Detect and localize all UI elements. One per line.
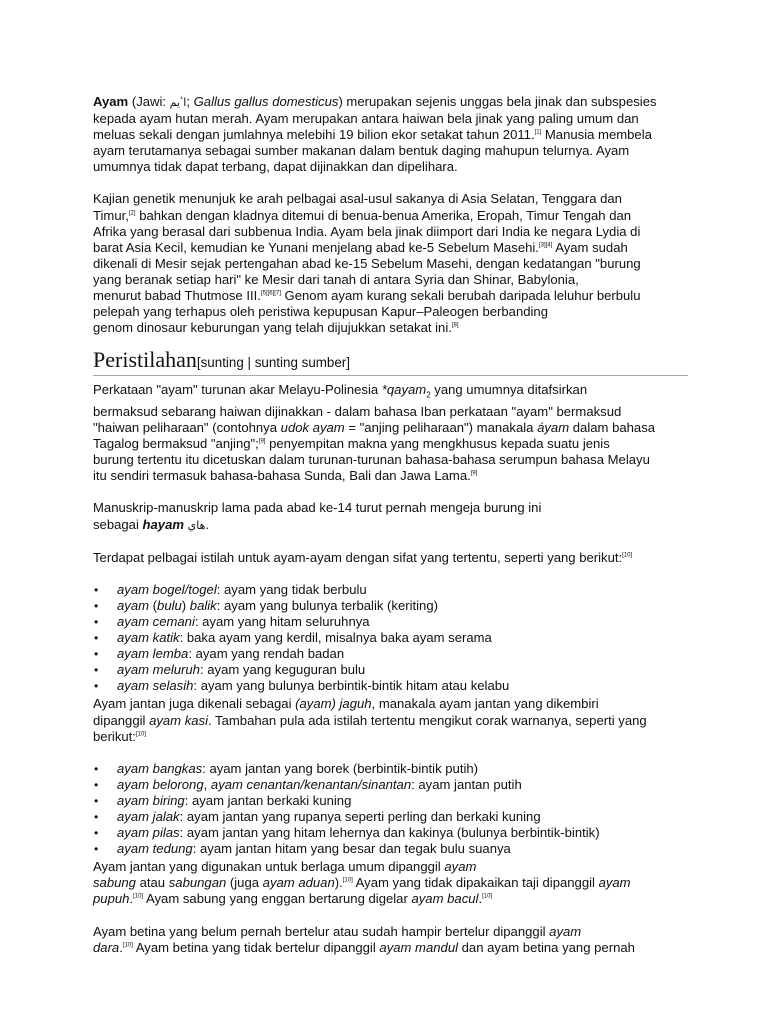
citation-link[interactable]: [2] bbox=[128, 210, 136, 217]
citation-link[interactable]: [9] bbox=[258, 438, 266, 445]
scientific-name: Gallus gallus domesticus bbox=[193, 94, 339, 109]
intro-line-2: kepada ayam hutan merah. Ayam merupakan antara haiwan bela jinak yang paling umum dan bbox=[93, 111, 639, 127]
section-divider bbox=[93, 375, 688, 376]
list-item: • ayam pilas: ayam jantan yang hitam lehernya dan kakinya (bulunya berbintik-bintik) bbox=[93, 825, 688, 841]
list-item: • ayam lemba: ayam yang rendah badan bbox=[93, 646, 688, 662]
rooster-colour-list bbox=[93, 761, 688, 858]
list-item: • ayam biring: ayam jantan berkaki kuning bbox=[93, 793, 688, 809]
jawi-script: اٴيم bbox=[169, 96, 187, 109]
list-item: • ayam bogel/togel: ayam yang tidak berbulu bbox=[93, 582, 688, 598]
citation-link[interactable]: [3][4] bbox=[538, 242, 553, 249]
list-item: • ayam belorong, ayam cenantan/kenantan/sinantan: ayam jantan putih bbox=[93, 777, 688, 793]
list-item: • ayam cemani: ayam yang hitam seluruhnya bbox=[93, 614, 688, 630]
list-item: • ayam tedung: ayam jantan hitam yang besar dan tegak bulu suanya bbox=[93, 841, 688, 857]
citation-link[interactable]: [10] bbox=[622, 552, 633, 559]
intro-line-1: Ayam (Jawi: اٴيم; Gallus gallus domesticus) merupakan sejenis unggas bela jinak dan subspesies bbox=[93, 94, 657, 109]
section-title: Peristilahan bbox=[93, 347, 197, 373]
list-item: • ayam selasih: ayam yang bulunya berbintik-bintik hitam atau kelabu bbox=[93, 678, 688, 694]
citation-link[interactable]: [9] bbox=[470, 471, 478, 478]
term-list bbox=[93, 582, 688, 695]
etymology-paragraph: Perkataan "ayam" turunan akar Melayu-Polinesia *qayam$_2$ yang umumnya ditafsirkan bermaksud sebarang haiwan dijinakkan - dalam bahasa Iban perkataan "ayam" bermaksud "haiwan peliharaan" (contohnya udok ayam = "anjing peliharaan") manakala áyam dalam bahasa Tagalog bermaksud "anjing";[9] penyempitan makna yang mengkhusus kepada suatu jenis burung tertentu itu dicetuskan dalam turunan-turunan bahasa-bahasa serumpun bahasa Melayu itu sendiri termasuk bahasa-bahasa Sunda, Bali dan Jawa Lama.[9] bbox=[93, 382, 656, 484]
intro-line-4: ayam terutamanya sebagai sumber makanan dalam bentuk daging mahupun telurnya. Ayam bbox=[93, 143, 630, 159]
citation-link[interactable]: [8] bbox=[451, 322, 459, 329]
genetics-paragraph: Kajian genetik menunjuk ke arah pelbagai asal-usul sakanya di Asia Selatan, Tenggara dan Timur,[2] bahkan dengan kladnya ditemui di benua-benua Amerika, Eropah, Timur Tengah dan Afrika yang berasal dari subbenua India. Ayam bela jinak diimport dari India ke negara Lydia di barat Asia Kecil, kemudian ke Yunani menjelang abad ke-5 Sebelum Masehi.[3][4] Ayam sudah dikenali di Mesir sejak pertengahan abad ke-15 Sebelum Masehi, dengan kedatangan "burung yang beranak setiap hari" ke Mesir dari tanah di antara Syria dan Shinar, Babylonia, menurut babad Thutmose III.[5][6][7] Genom ayam kurang sekali berubah daripada leluhur berbulu pelepah yang terhapus oleh peristiwa kepupusan Kapur–Paleogen berbanding genom dinosaur keburungan yang telah dijujukkan setakat ini.[8] bbox=[93, 191, 641, 336]
citation-link[interactable]: [10] bbox=[133, 894, 144, 901]
citation-link[interactable]: [10] bbox=[135, 731, 146, 738]
list-item: • ayam katik: baka ayam yang kerdil, misalnya baka ayam serama bbox=[93, 630, 688, 646]
section-heading bbox=[93, 346, 688, 374]
article-term: Ayam bbox=[93, 94, 129, 109]
hen-paragraph: Ayam betina yang belum pernah bertelur atau sudah hampir bertelur dipanggil ayam dara.[10] Ayam betina yang tidak bertelur dipanggil ayam mandul dan ayam betina yang pernah bbox=[93, 923, 635, 955]
list-item: • ayam meluruh: ayam yang keguguran bulu bbox=[93, 662, 688, 678]
rooster-paragraph: Ayam jantan juga dikenali sebagai (ayam) jaguh, manakala ayam jantan yang dikembiri dipanggil ayam kasi. Tambahan pula ada istilah tertentu mengikut corak warnanya, seperti yang berikut:[10] bbox=[93, 696, 647, 744]
edit-link[interactable]: sunting bbox=[200, 355, 244, 371]
citation-link[interactable]: [10] bbox=[122, 942, 133, 949]
intro-line-5: umumnya tidak dapat terbang, dapat dijinakkan dan dipelihara. bbox=[93, 159, 458, 175]
jawi-script: هاي bbox=[187, 518, 206, 532]
list-item: • ayam bangkas: ayam jantan yang borek (berbintik-bintik putih) bbox=[93, 761, 688, 777]
citation-link[interactable]: [5][6][7] bbox=[260, 290, 281, 297]
manuscript-paragraph: Manuskrip-manuskrip lama pada abad ke-14 turut pernah mengeja burung ini sebagai hayam هاي. bbox=[93, 500, 542, 532]
terms-intro: Terdapat pelbagai istilah untuk ayam-ayam dengan sifat yang tertentu, seperti yang berikut:[10] bbox=[93, 549, 633, 565]
list-item: • ayam jalak: ayam jantan yang rupanya seperti perling dan berkaki kuning bbox=[93, 809, 688, 825]
intro-paragraph bbox=[93, 94, 688, 175]
edit-links: [sunting | sunting sumber] bbox=[196, 355, 351, 371]
citation-link[interactable]: [10] bbox=[482, 894, 493, 901]
fighting-paragraph: Ayam jantan yang digunakan untuk berlaga umum dipanggil ayam sabung atau sabungan (juga ayam aduan).[10] Ayam yang tidak dipakaikan taji dipanggil ayam pupuh.[10] Ayam sabung yang enggan bertarung digelar ayam bacul.[10] bbox=[93, 859, 631, 907]
edit-source-link[interactable]: sunting sumber bbox=[254, 355, 347, 371]
citation-link[interactable]: [10] bbox=[342, 878, 353, 884]
intro-line-3: meluas sekali dengan jumlahnya melebihi 19 bilion ekor setakat tahun 2011.[1] Manusia membela bbox=[93, 127, 652, 143]
article-body bbox=[93, 94, 688, 956]
citation-link[interactable]: [1] bbox=[534, 129, 542, 136]
list-item: • ayam (bulu) balik: ayam yang bulunya terbalik (keriting) bbox=[93, 598, 688, 614]
